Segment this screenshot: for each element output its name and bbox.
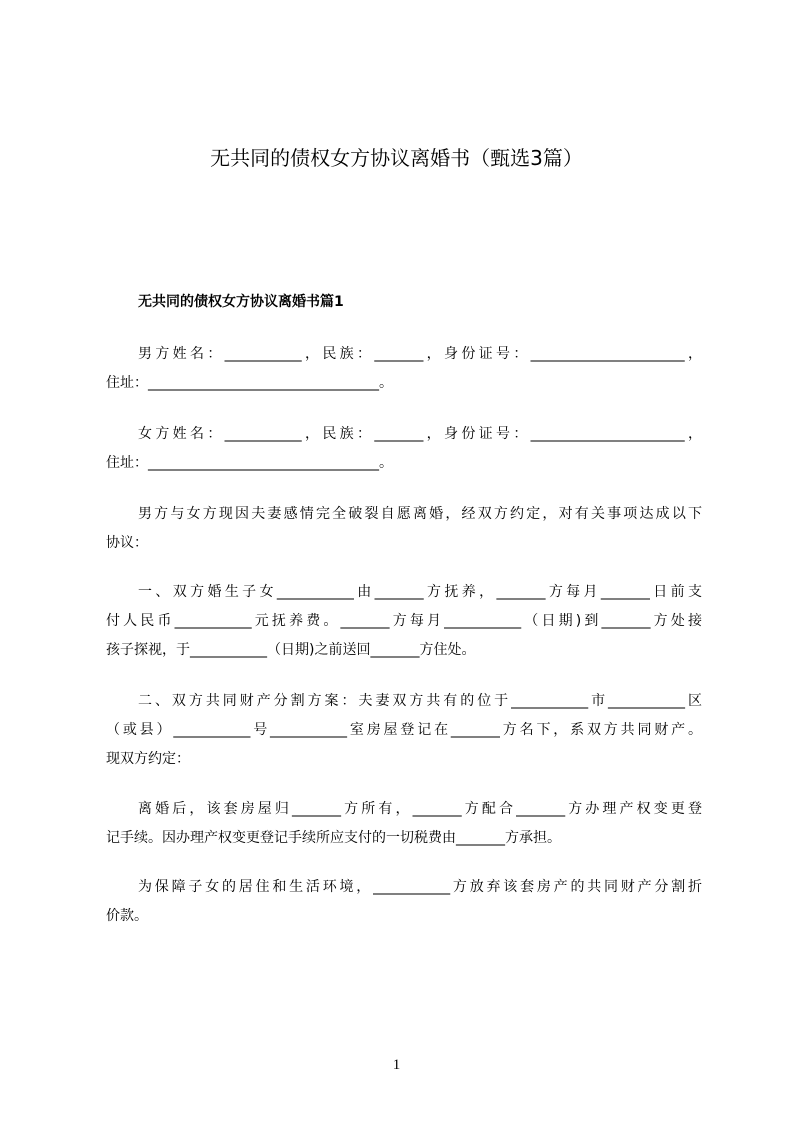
property-line-3: 现双方约定： [106,751,190,767]
after-divorce-line-1: 离婚后，该套房屋归_______方所有，_______方配合_______方办理产权变更登 [138,801,702,817]
female-party-line-2: 住址：_________________________________。 [106,455,393,471]
custody-paragraph [106,578,702,665]
female-party-paragraph [106,420,702,478]
intro-paragraph [106,500,702,558]
female-party-line-1: 女方姓名：___________，民族：_______，身份证号：______________________， [138,426,702,442]
custody-line-2: 付人民币___________元抚养费。_______方每月___________（日期)到_______方处接 [106,613,702,629]
property-line-1: 二、双方共同财产分割方案：夫妻双方共有的位于___________市___________区 [138,693,702,709]
property-line-2: （或县）___________号___________室房屋登记在_______方名下，系双方共同财产。 [106,722,702,738]
custody-line-3: 孩子探视，于___________（日期)之前送回_______方住处。 [106,642,476,658]
section-heading: 无共同的债权女方协议离婚书篇1 [138,294,344,310]
child-environment-line-2: 价款。 [106,908,148,924]
after-divorce-paragraph [106,795,702,853]
document-title: 无共同的债权女方协议离婚书（甄选3篇） [210,146,583,170]
after-divorce-line-2: 记手续。因办理产权变更登记手续所应支付的一切税费由_______方承担。 [106,830,561,846]
intro-line-2: 协议： [106,535,148,551]
male-party-paragraph [106,340,702,398]
child-environment-paragraph [106,873,702,931]
custody-line-1: 一、双方婚生子女___________由_______方抚养，_______方每月_______日前支 [138,584,702,600]
child-environment-line-1: 为保障子女的居住和生活环境，___________方放弃该套房产的共同财产分割折 [138,879,702,895]
male-party-line-2: 住址：_________________________________。 [106,375,393,391]
intro-line-1: 男方与女方现因夫妻感情完全破裂自愿离婚，经双方约定，对有关事项达成以下 [138,506,702,522]
property-paragraph [106,687,702,774]
male-party-line-1: 男方姓名：___________，民族：_______，身份证号：______________________， [138,346,702,362]
page-number: 1 [392,1057,401,1073]
